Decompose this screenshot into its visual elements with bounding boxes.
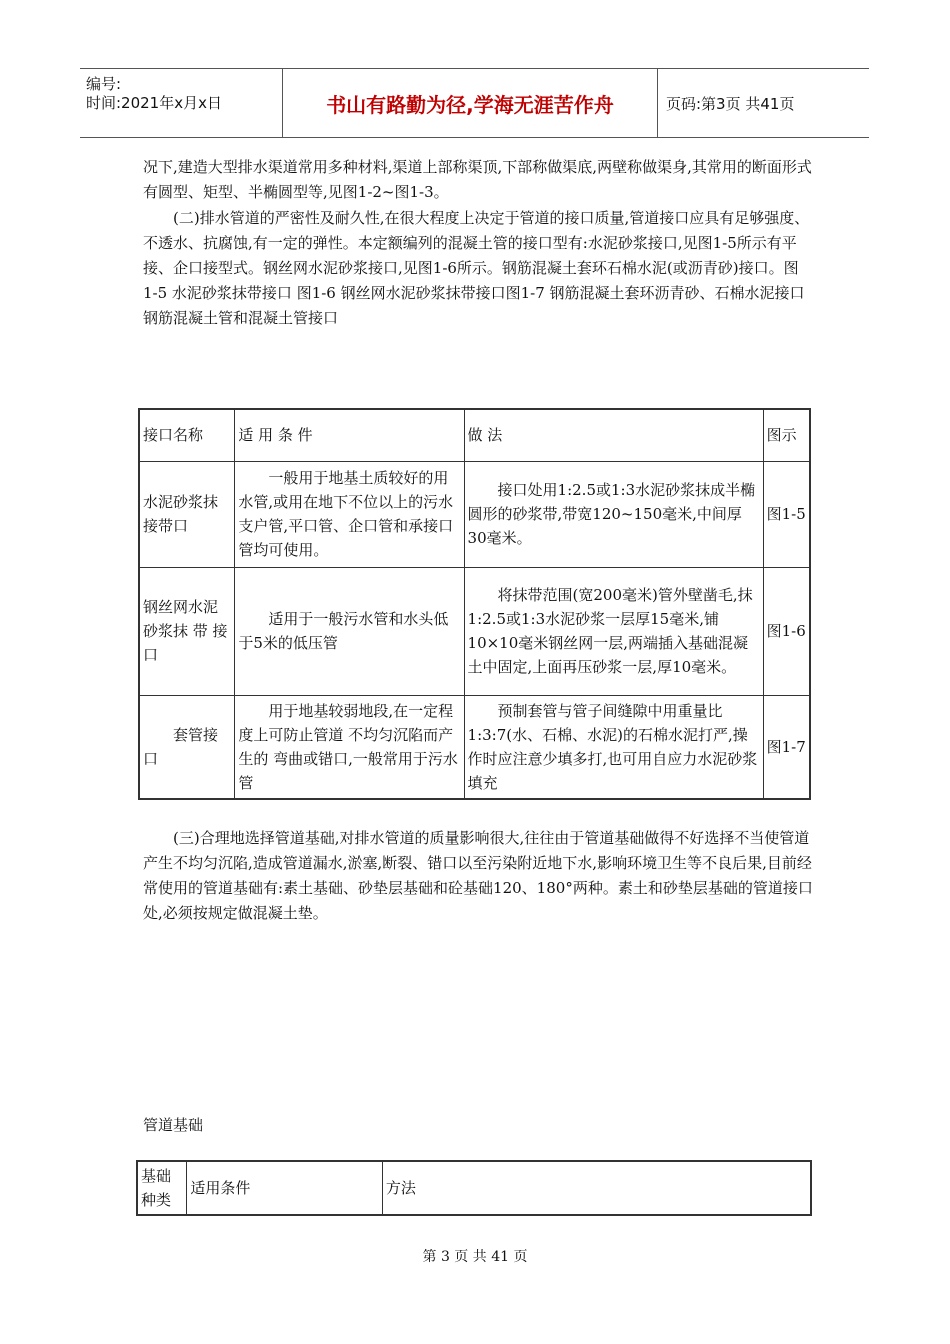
- condition-cell: 用于地基较弱地段,在一定程度上可防止管道 不均匀沉陷而产生的 弯曲或错口,一般常用于污水管: [235, 695, 464, 799]
- paragraph-2: (二)排水管道的严密性及耐久性,在很大程度上决定于管道的接口质量,管道接口应具有足够强度、不透水、抗腐蚀,有一定的弹性。本定额编列的混凝土管的接口型有:水泥砂浆接口,见图1-5所示有平接、企口接型式。钢丝网水泥砂浆接口,见图1-6所示。钢筋混凝土套环石棉水泥(或沥青砂)接口。图1-5 水泥砂浆抹带接口 图1-6 钢丝网水泥砂浆抹带接口图1-7 钢筋混凝土套环沥青砂、石棉水泥接口 钢筋混凝土管和混凝土管接口: [143, 209, 810, 327]
- header-cell: 做 法: [464, 409, 763, 461]
- joint-name-cell: 套管接口: [139, 695, 235, 799]
- joint-name-cell: 钢丝网水泥砂浆抹 带 接口: [139, 567, 235, 695]
- number-label: 编号:: [86, 75, 122, 93]
- table-row: [139, 567, 810, 695]
- pipe-foundation-table: [136, 1160, 812, 1216]
- header-cell: 适用条件: [187, 1161, 382, 1215]
- header-cell: 方法: [382, 1161, 811, 1215]
- figure-cell: 图1-5: [763, 461, 810, 567]
- joint-name-cell: 水泥砂浆抹接带口: [139, 461, 235, 567]
- date-label: 时间:2021年x月x日: [86, 94, 222, 112]
- paragraph-1: 况下,建造大型排水渠道常用多种材料,渠道上部称渠顶,下部称做渠底,两壁称做渠身,其常用的断面形式有圆型、矩型、半椭圆型等,见图1-2~图1-3。: [143, 158, 812, 201]
- header-cell: 适 用 条 件: [235, 409, 464, 461]
- header-cell: 图示: [763, 409, 810, 461]
- method-cell: 接口处用1:2.5或1:3水泥砂浆抹成半椭圆形的砂浆带,带宽120~150毫米,中间厚30毫米。: [464, 461, 763, 567]
- method-cell: 预制套管与管子间缝隙中用重量比1:3:7(水、石棉、水泥)的石棉水泥打严,操作时应注意少填多打,也可用自应力水泥砂浆填充: [464, 695, 763, 799]
- figure-cell: 图1-6: [763, 567, 810, 695]
- paragraph-3: (三)合理地选择管道基础,对排水管道的质量影响很大,往往由于管道基础做得不好选择不当使管道产生不均匀沉陷,造成管道漏水,淤塞,断裂、错口以至污染附近地下水,影响环境卫生等不良后果,目前经常使用的管道基础有:素土基础、砂垫层基础和砼基础120、180°两种。素土和砂垫层基础的管道接口处,必须按规定做混凝土垫。: [143, 829, 813, 922]
- page-footer: 第 3 页 共 41 页: [422, 1249, 528, 1265]
- header-cell: 接口名称: [139, 409, 235, 461]
- figure-cell: 图1-7: [763, 695, 810, 799]
- header-meta-cell: [80, 69, 283, 137]
- header-page-label: 页码:第3页 共41页: [666, 94, 795, 113]
- header-cell: 基础种类: [137, 1161, 187, 1215]
- document-header: [80, 68, 869, 138]
- table-header-row: [139, 409, 810, 461]
- method-cell: 将抹带范围(宽200毫米)管外壁凿毛,抹1:2.5或1:3水泥砂浆一层厚15毫米,铺10×10毫米钢丝网一层,两端插入基础混凝土中固定,上面再压砂浆一层,厚10毫米。: [464, 567, 763, 695]
- section-caption: 管道基础: [143, 1116, 204, 1134]
- table-row: [139, 695, 810, 799]
- condition-cell: 适用于一般污水管和水头低于5米的低压管: [235, 567, 464, 695]
- table-header-row: [137, 1161, 811, 1215]
- condition-cell: 一般用于地基土质较好的用水管,或用在地下不位以上的污水支户管,平口管、企口管和承接口管均可使用。: [235, 461, 464, 567]
- joint-types-table: [138, 408, 811, 800]
- header-motto: 书山有路勤为径,学海无涯苦作舟: [283, 69, 658, 137]
- table-row: [139, 461, 810, 567]
